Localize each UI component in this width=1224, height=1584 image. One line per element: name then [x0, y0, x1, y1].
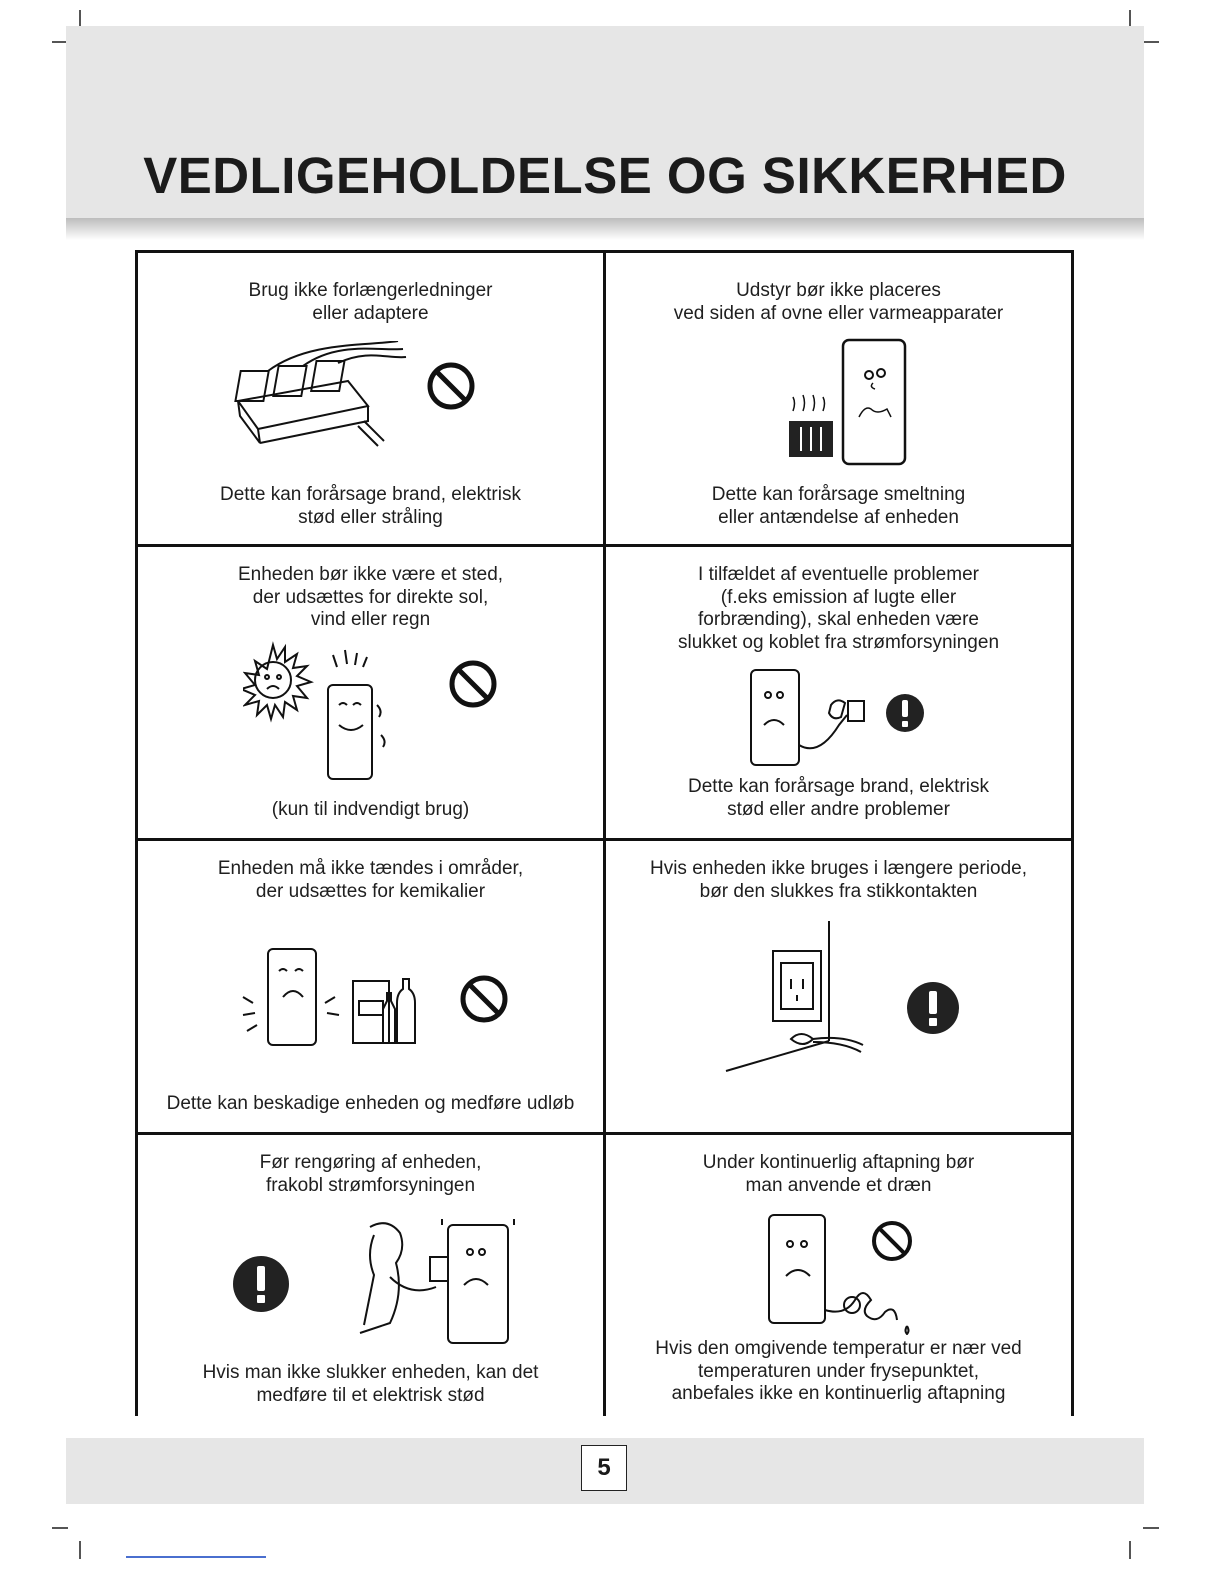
cell-top-text: Enheden bør ikke være et sted, der udsættes for direkte sol, vind eller regn: [237, 564, 504, 630]
cell-bottom-text: Dette kan forårsage brand, elektrisk stød eller andre problemer: [688, 776, 989, 820]
cell-top-text: Under kontinuerlig aftapning bør man anvende et dræn: [702, 1152, 975, 1196]
safety-cell-cleaning: [138, 1135, 603, 1422]
cell-top-text: I tilfældet af eventuelle problemer (f.eks emission af lugte eller forbrænding), skal enheden være slukket og koblet fra strømforsyningen: [677, 564, 1000, 653]
prohibited-icon: [870, 1219, 914, 1263]
crop-mark: [1129, 1541, 1131, 1559]
prohibited-icon: [447, 658, 499, 710]
cell-top-text: Før rengøring af enheden, frakobl strømforsyningen: [259, 1152, 482, 1196]
safety-cell-extension-cords: [138, 253, 603, 544]
warning-icon: [885, 693, 925, 733]
sun-weather-illustration: [243, 635, 403, 785]
cell-top-text: Enheden må ikke tændes i områder, der udsættes for kemikalier: [217, 858, 524, 902]
crop-mark: [1143, 1527, 1159, 1529]
cell-top-text: Udstyr bør ikke placeres ved siden af ovne eller varmeapparater: [673, 280, 1004, 324]
prohibited-icon: [458, 973, 510, 1025]
safety-cell-problems: [606, 547, 1071, 838]
wall-outlet-illustration: [721, 921, 881, 1081]
bottom-underline: [126, 1556, 266, 1558]
cell-bottom-text: Dette kan beskadige enheden og medføre udløb: [166, 1093, 575, 1114]
chemicals-illustration: [233, 941, 433, 1051]
cell-top-text: Brug ikke forlængerledninger eller adaptere: [248, 280, 493, 324]
crop-mark: [79, 1541, 81, 1559]
warning-icon: [232, 1255, 290, 1313]
cell-bottom-text: Dette kan forårsage smeltning eller antændelse af enheden: [711, 484, 966, 528]
cell-bottom-text: Dette kan forårsage brand, elektrisk stød eller stråling: [220, 484, 521, 528]
cleaning-illustration: [350, 1217, 520, 1347]
crop-mark: [52, 1527, 68, 1529]
unplug-illustration: [746, 665, 876, 770]
safety-cell-unplug-long-term: [606, 841, 1071, 1132]
safety-cell-heaters: [606, 253, 1071, 544]
safety-grid: [135, 250, 1074, 1416]
page-number: 5: [581, 1445, 627, 1491]
warning-icon: [906, 981, 960, 1035]
header-shadow: [66, 218, 1144, 240]
safety-cell-weather: [138, 547, 603, 838]
cell-bottom-text: Hvis man ikke slukker enheden, kan det medføre til et elektrisk stød: [202, 1362, 539, 1406]
prohibited-icon: [425, 360, 477, 412]
safety-cell-drain: [606, 1135, 1071, 1422]
cell-bottom-text: (kun til indvendigt brug): [271, 799, 470, 820]
crop-mark: [1143, 41, 1159, 43]
heater-illustration: [781, 335, 921, 470]
safety-cell-chemicals: [138, 841, 603, 1132]
cell-bottom-text: Hvis den omgivende temperatur er nær ved temperaturen under frysepunktet, anbefales ikke en kontinuerlig aftapning: [655, 1338, 1022, 1404]
page-title: VEDLIGEHOLDELSE OG SIKKERHED: [143, 147, 1067, 204]
cell-top-text: Hvis enheden ikke bruges i længere periode, bør den slukkes fra stikkontakten: [649, 858, 1028, 902]
